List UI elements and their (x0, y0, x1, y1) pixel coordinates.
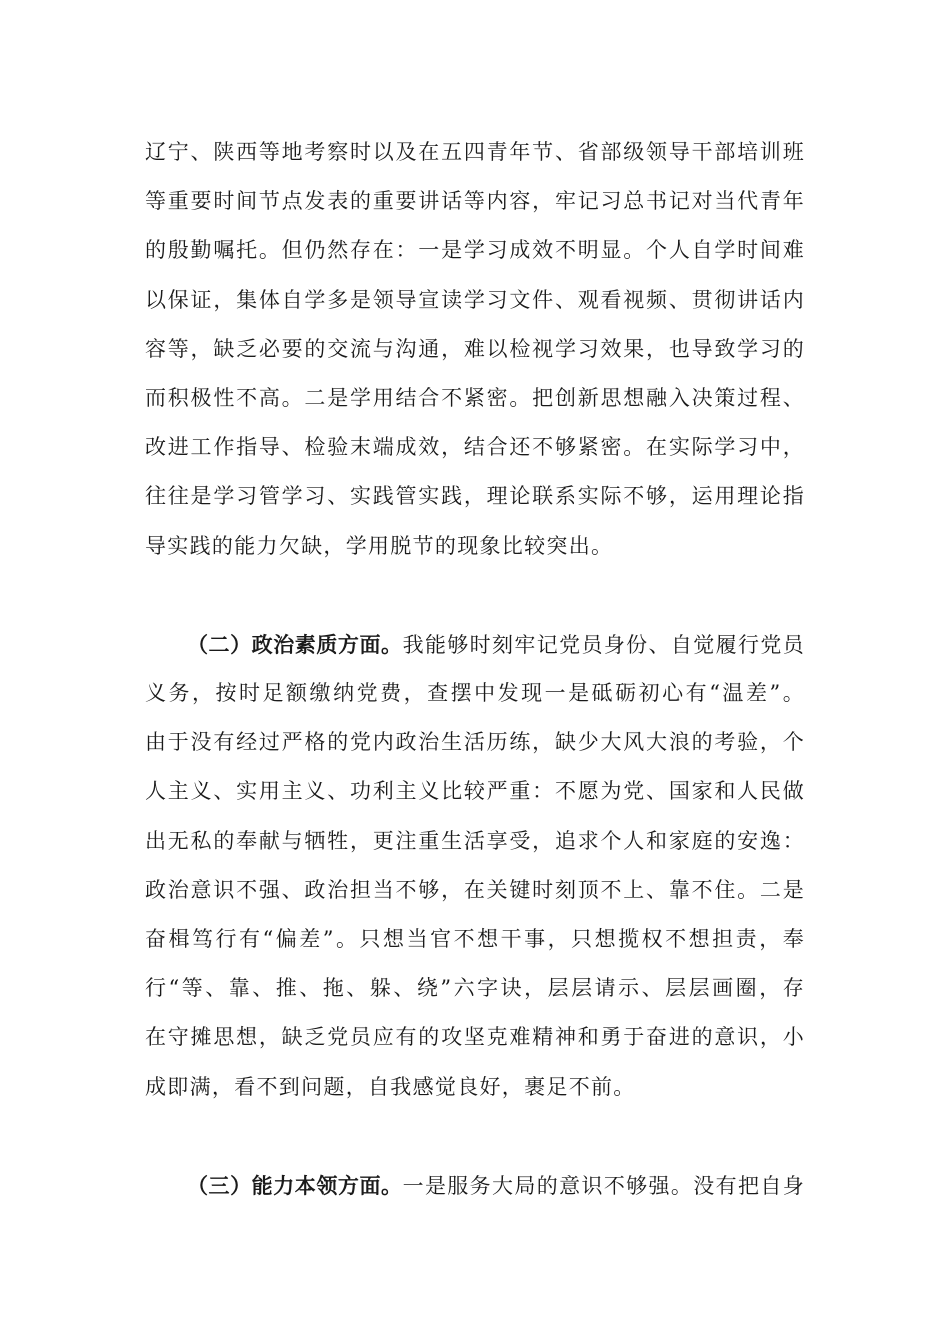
paragraph-gap (145, 571, 805, 620)
text-line: 人主义、实用主义、功利主义比较严重：不愿为党、国家和人民做 (145, 779, 805, 804)
document-body (145, 128, 805, 1210)
text-line: 行“等、靠、推、拖、躲、绕”六字诀，层层请示、层层画圈，存 (145, 976, 805, 1001)
paragraph-gap (145, 1112, 805, 1161)
text-line: 往往是学习管学习、实践管实践，理论联系实际不够，运用理论指 (145, 484, 805, 509)
text-line: 辽宁、陕西等地考察时以及在五四青年节、省部级领导干部培训班 (145, 140, 805, 164)
text-line: 容等，缺乏必要的交流与沟通，难以检视学习效果，也导致学习的 (145, 336, 805, 361)
text-line: 的殷勤嘱托。但仍然存在：一是学习成效不明显。个人自学时间难 (145, 238, 805, 263)
text-line: 由于没有经过严格的党内政治生活历练，缺少大风大浪的考验，个 (145, 730, 805, 755)
text-line: 奋楫笃行有“偏差”。只想当官不想干事，只想揽权不想担责，奉 (145, 927, 805, 951)
text-run: 我能够时刻牢记党员身份、自觉履行党员 (402, 632, 805, 657)
text-line: 义务，按时足额缴纳党费，查摆中发现一是砥砺初心有“温差”。 (145, 681, 805, 706)
text-run: 一是服务大局的意识不够强。没有把自身 (402, 1173, 805, 1198)
text-line: 出无私的奉献与牺牲，更注重生活享受，追求个人和家庭的安逸： (145, 828, 805, 853)
text-line: 成即满，看不到问题，自我感觉良好，裹足不前。 (145, 1074, 636, 1099)
paragraph-ability (145, 1161, 805, 1210)
section-heading: （三）能力本领方面。 (187, 1172, 403, 1198)
paragraph-political-quality (145, 620, 805, 1112)
text-line: 以保证，集体自学多是领导宣读学习文件、观看视频、贯彻讲话内 (145, 287, 805, 312)
text-line: 政治意识不强、政治担当不够，在关键时刻顶不上、靠不住。二是 (145, 877, 805, 902)
text-line: 导实践的能力欠缺，学用脱节的现象比较突出。 (145, 533, 614, 558)
text-line: 而积极性不高。二是学用结合不紧密。把创新思想融入决策过程、 (145, 385, 805, 410)
text-line (145, 1161, 805, 1210)
section-heading: （二）政治素质方面。 (187, 631, 403, 657)
paragraph-study (145, 128, 805, 571)
text-line: 在守摊思想，缺乏党员应有的攻坚克难精神和勇于奋进的意识，小 (145, 1025, 805, 1050)
text-line (145, 620, 805, 669)
text-line: 改进工作指导、检验末端成效，结合还不够紧密。在实际学习中， (145, 435, 805, 460)
text-line: 等重要时间节点发表的重要讲话等内容，牢记习总书记对当代青年 (145, 189, 805, 214)
